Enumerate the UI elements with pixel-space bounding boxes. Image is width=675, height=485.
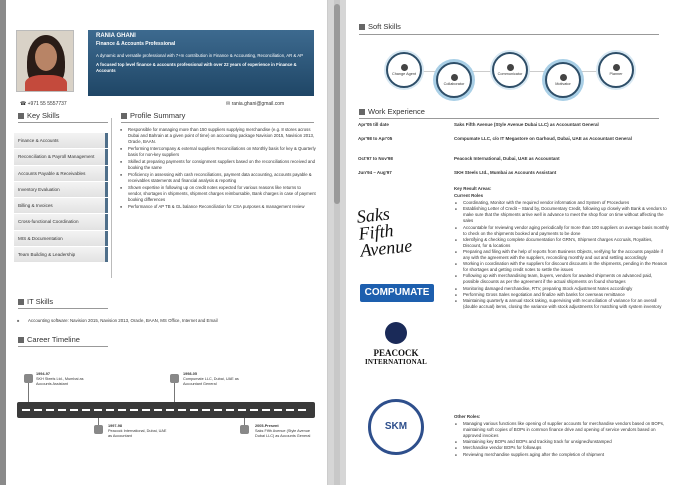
soft-skills-title: Soft Skills — [359, 22, 401, 31]
divider — [359, 118, 659, 119]
list-item: ■ Proficiency in assessing with cash reconciliations, payment data accounting, accounts payable & receivables statements and financial analysis & reporting — [118, 172, 316, 184]
phone-number: ☎ +971 55 5557737 — [20, 101, 67, 107]
compumate-logo: COMPUMATE — [360, 284, 434, 302]
list-item: ■ Reviewing merchandise suppliers aging after the completion of shipment — [454, 452, 669, 458]
profile-photo — [16, 30, 74, 92]
email-address[interactable]: ✉ rania.ghani@gmail.com — [226, 101, 285, 107]
list-item: ■ Merchandise vendor BOPs for followups — [454, 445, 669, 451]
list-item: Accounts Payable & Receivables — [14, 166, 108, 182]
speech-icon — [507, 64, 514, 71]
timeline-item: 1994-97 SKH Steels Ltd., Mumbai as Accounts Assistant — [36, 372, 84, 386]
job-dates: Jun'94 – Aug'97 — [358, 170, 392, 175]
profile-icon — [121, 113, 127, 119]
list-item: ■ Accountable for reviewing vendor aging periodically for more than 100 suppliers on average basis monthly to check on the shipments booked and payments to be done — [454, 225, 669, 237]
job-dates: Apr'05 till date — [358, 122, 389, 127]
timeline-connector — [28, 383, 29, 402]
list-item: Inventory Evaluation — [14, 182, 108, 198]
list-item: ■ Managing various functions like opening of supplier accounts for merchandise vendors based on BOPs, maintaining soft copies of BOPs in common finance drive and opening of service vendors based on approved invoices — [454, 421, 669, 439]
skm-logo: SKM — [368, 399, 424, 455]
list-item: ■ Establishing Letter of Credit – Stand by, Documentary Credit, following up closely with Bank & vendors to make sure that the shipments arrive well in advance to meet the shop floor on time without affecting the sales — [454, 206, 669, 224]
job-company: Saks Fifth Avenue (Style Avenue Dubai LLC) as Accountant General — [454, 122, 599, 127]
it-skills-title: IT Skills — [18, 297, 53, 306]
soft-skill-motivator: Motivator — [545, 62, 581, 98]
other-roles-heading: Other Roles: — [454, 414, 481, 419]
list-item: ■ Performing Gross Sales negotiation and finalize with banks for overseas remittance — [454, 292, 669, 298]
star-icon — [560, 74, 567, 81]
phone-icon: ☎ — [20, 101, 27, 107]
computer-icon — [18, 299, 24, 305]
divider — [18, 308, 108, 309]
divider — [121, 122, 314, 123]
list-item: ■ Monitoring damaged merchandise, RTV, preparing Stock Adjustment Notes accordingly — [454, 286, 669, 292]
soft-skill-collaborator: Collaborator — [436, 62, 472, 98]
divider — [18, 122, 108, 123]
list-item: ■ Identifying & checking complete documentation for GRN's, Shipment charges Accruals, Royalties, Discount, for & locations — [454, 237, 669, 249]
list-item: MIS & Documentation — [14, 231, 108, 247]
list-item: Team Building & Leadership — [14, 247, 108, 263]
list-item: ■ Working in coordination with the suppliers for discount discounts in the shipments, pending in the Reason for shortages and getting credit notes to settle the issues — [454, 261, 669, 273]
list-item: Cross-functional Coordination — [14, 214, 108, 230]
saks-logo: Saks Fifth Avenue — [355, 203, 414, 261]
timeline-icon — [18, 337, 24, 343]
profile-summary-list — [118, 127, 316, 210]
mail-icon: ✉ — [226, 101, 231, 107]
list-item: ■ Maintaining quarterly & annual stock taking, supervising with reconciliation of variance for an overall (double accrual) items, closing the variance with stock adjustments for matching with system inventory — [454, 298, 669, 310]
header-banner — [88, 30, 314, 96]
soft-skill-change-agent: Change Agent — [386, 52, 422, 88]
timeline-item: 1998-05 Compumate LLC, Dubai, UAE as Accountant General — [183, 372, 239, 386]
job-dates: Oct'97 to Nov'98 — [358, 156, 393, 161]
list-item: ■ Coordinating, Monitor with the required vendor information and System of Procedures — [454, 200, 669, 206]
soft-skill-communicator: Communicator — [492, 52, 528, 88]
header-tagline: A focused top level finance & accounts professional with over 22 years of experience in Finance & Accounts — [96, 62, 297, 73]
divider — [18, 346, 108, 347]
list-item: Reconciliation & Payroll Management — [14, 149, 108, 165]
candidate-role: Finance & Accounts Professional — [96, 41, 176, 47]
timeline-connector — [98, 418, 99, 425]
peacock-emblem-icon — [385, 322, 407, 344]
header-summary: A dynamic and versatile professional with 7+m contribution in Finance & Accounting, Reconciliation, AR & AP — [96, 53, 303, 58]
work-experience-title: Work Experience — [359, 107, 425, 116]
building-icon — [24, 374, 33, 383]
briefcase-icon — [359, 109, 365, 115]
job-dates: Apr'98 to Apr'05 — [358, 136, 393, 141]
timeline-connector — [244, 418, 245, 425]
key-result-areas — [454, 186, 669, 310]
calendar-icon — [613, 64, 620, 71]
list-item: ■ Maintaining key BOPs and BOPs and tracking track for unsigned/unstamped — [454, 439, 669, 445]
list-item: ■ Performance of AP TB & GL balance Reconciliation for CSA purposes & management review — [118, 204, 316, 210]
building-icon — [94, 425, 103, 434]
timeline-dashes — [22, 409, 310, 411]
person-icon — [401, 64, 408, 71]
handshake-icon — [451, 74, 458, 81]
column-divider — [111, 118, 112, 278]
soft-skills-icon — [359, 24, 365, 30]
current-roles-heading: Current Roles — [454, 193, 484, 199]
bullet-icon: ■ — [17, 318, 20, 323]
candidate-name: RANIA GHANI — [96, 33, 136, 39]
job-company: Compumate LLC, c/o IT Megastore on Garhoud, Dubai, UAE as Accountant General — [454, 136, 632, 141]
job-company: Peacock International, Dubai, UAE as Accountant — [454, 156, 560, 161]
key-skills-title: Key Skills — [18, 111, 60, 120]
profile-summary-title: Profile Summary — [121, 111, 185, 120]
list-item: ■ Preparing and filing with the help of reports from Business Objects, verifying for the accounts payable if any with the agreement with the suppliers, reconciling monthly and out and settling accordingly — [454, 249, 669, 261]
list-item: Billing & Invoices — [14, 198, 108, 214]
timeline-item: 2005-Present Saks Fifth Avenue (Style Avenue Dubai LLC) as Accounts General — [255, 424, 311, 438]
timeline-connector — [174, 383, 175, 402]
list-item: ■ Shown expertise in following up on credit notes expected for various reasons like returns to vendor, shortages in shipments, shipment charges reimbursable, Bank charges in case of payment booking differences — [118, 185, 316, 203]
building-icon — [240, 425, 249, 434]
list-item: ■ Following up with merchandising team, buyers, vendors for awaited shipments on advanced paid, possible discounts as per the agreement if the actual shipments on found shortages — [454, 273, 669, 285]
list-item: Finance & Accounts — [14, 133, 108, 149]
it-skills-text: Accounting software: Navision 2015, Navision 2013, Oracle, BAAN, MS Office, Internet and Email — [28, 318, 218, 323]
timeline-item: 1997-98 Peacock International, Dubai, UAE as Accountant — [108, 424, 167, 438]
job-company: SKH Steels Ltd., Mumbai as Accounts Assistant — [454, 170, 557, 175]
divider — [359, 34, 659, 35]
list-item: ■ Skilled at preparing payments for consignment suppliers based on the reconciliations received and booking the same — [118, 159, 316, 171]
scrollbar-thumb[interactable] — [334, 4, 340, 204]
key-skills-icon — [18, 113, 24, 119]
list-item: ■ Responsible for managing more than 150 suppliers supplying merchandise (e.g. 8 stores across Dubai and Bahrain at a given point of time) on accounting package Navision 2015, Navision 2013, Oracle, BAAN. — [118, 127, 316, 145]
peacock-logo: PEACOCK INTERNATIONAL — [360, 322, 432, 382]
building-icon — [170, 374, 179, 383]
kra-heading: Key Result Areas: — [454, 186, 492, 191]
other-roles — [454, 414, 669, 458]
career-timeline-title: Career Timeline — [18, 335, 80, 344]
soft-skill-planner: Planner — [598, 52, 634, 88]
key-skills-list — [14, 133, 108, 263]
list-item: ■ Performing Intercompany & external suppliers Reconciliations on Monthly basis for key & Quarterly basis for non-key suppliers — [118, 146, 316, 158]
